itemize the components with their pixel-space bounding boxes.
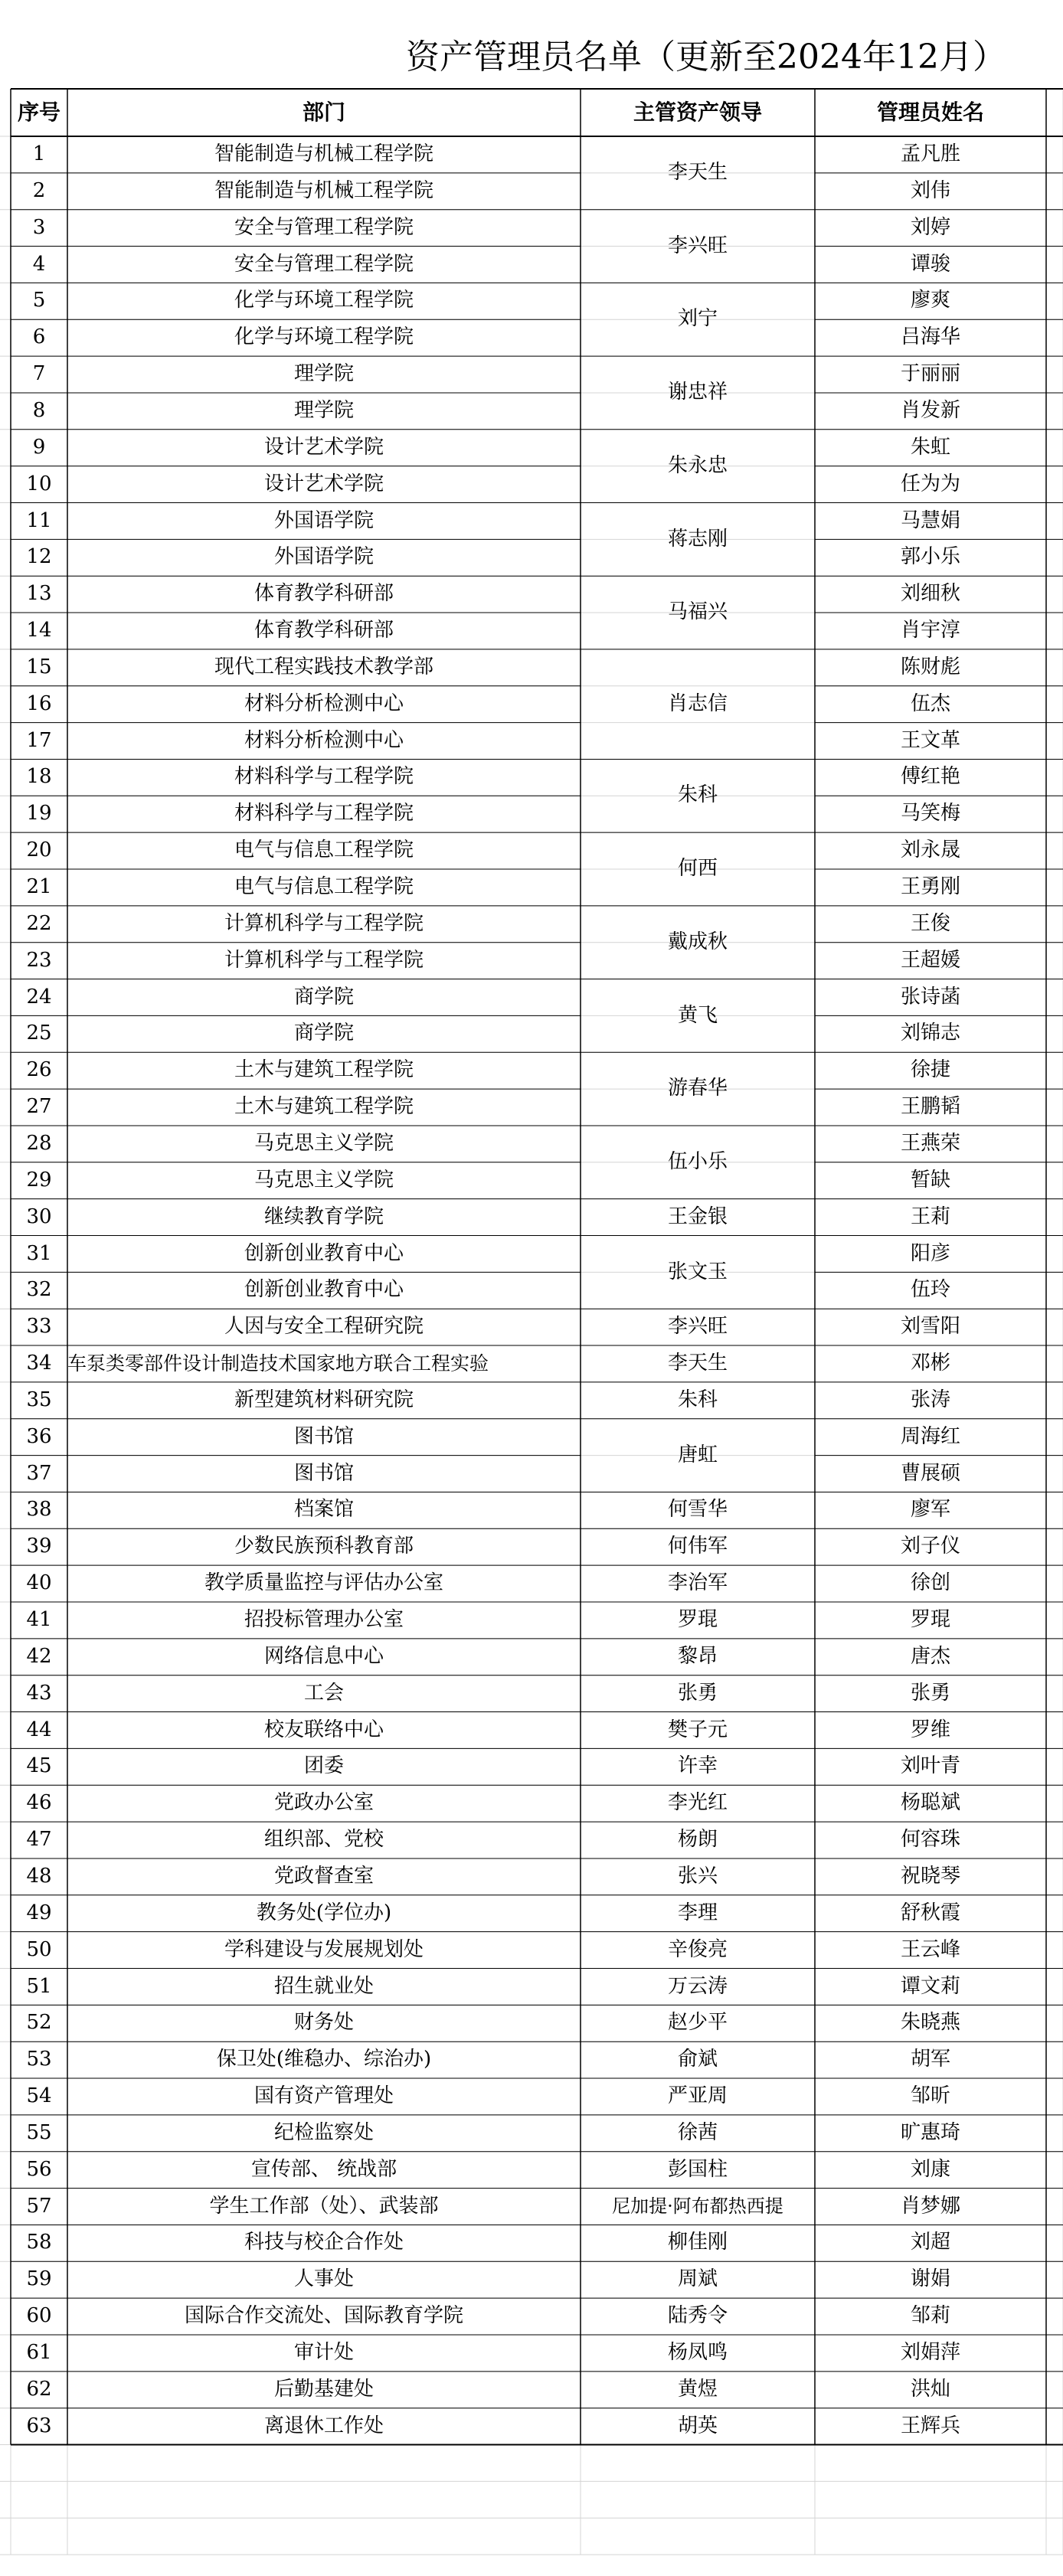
row-number: 46	[26, 1791, 52, 1815]
row-number: 2	[32, 178, 46, 202]
row-number: 57	[26, 2194, 52, 2218]
leader-cell: 许幸	[677, 1754, 718, 1778]
admin-name-cell: 刘婷	[910, 215, 950, 239]
department-cell: 马克思主义学院	[253, 1131, 394, 1155]
department-cell: 体育教学科研部	[253, 619, 394, 642]
leader-cell: 张兴	[677, 1864, 718, 1888]
row-number: 34	[26, 1352, 52, 1375]
leader-cell: 朱科	[677, 783, 718, 807]
leader-cell: 李天生	[667, 1352, 728, 1375]
row-number: 38	[26, 1498, 52, 1522]
department-cell: 教学质量监控与评估办公室	[204, 1571, 443, 1595]
page-title	[0, 23, 1063, 92]
admin-name-cell: 谭文莉	[900, 1974, 960, 1998]
leader-cell: 张文玉	[667, 1260, 728, 1283]
department-cell: 智能制造与机械工程学院	[214, 178, 433, 202]
admin-name-cell: 刘永晟	[900, 839, 960, 862]
leader-cell: 何雪华	[667, 1498, 728, 1522]
leader-cell: 唐虹	[677, 1443, 718, 1466]
admin-name-cell: 肖梦娜	[900, 2194, 960, 2218]
admin-name-cell: 刘超	[910, 2231, 950, 2254]
department-cell: 商学院	[293, 985, 354, 1008]
leader-cell: 何西	[677, 857, 718, 881]
department-cell: 计算机科学与工程学院	[224, 911, 424, 935]
row-number: 60	[26, 2304, 52, 2328]
admin-name-cell: 旷惠琦	[900, 2120, 960, 2144]
department-cell: 审计处	[293, 2341, 354, 2364]
row-number: 21	[26, 875, 52, 898]
admin-name-cell: 王燕荣	[900, 1131, 960, 1155]
department-cell: 学科建设与发展规划处	[224, 1937, 424, 1961]
row-number: 23	[26, 948, 52, 972]
row-number: 45	[26, 1754, 52, 1778]
admin-name-cell: 刘伟	[910, 178, 950, 202]
admin-name-cell: 刘雪阳	[900, 1315, 960, 1339]
admin-name-cell: 刘锦志	[900, 1022, 960, 1045]
admin-name-cell: 邹莉	[910, 2304, 950, 2328]
leader-cell: 伍小乐	[667, 1149, 728, 1173]
admin-name-cell: 张勇	[910, 1681, 950, 1705]
row-number: 39	[26, 1535, 52, 1558]
department-cell: 材料分析检测中心	[244, 728, 404, 752]
admin-name-cell: 于丽丽	[900, 362, 960, 386]
row-number: 62	[26, 2377, 52, 2401]
row-number: 4	[32, 252, 46, 276]
department-cell: 团委	[303, 1754, 344, 1778]
admin-name-cell: 王莉	[910, 1205, 950, 1228]
department-cell: 车泵类零部件设计制造技术国家地方联合工程实验	[67, 1352, 489, 1375]
department-cell: 人事处	[293, 2267, 354, 2291]
admin-name-cell: 王文革	[900, 728, 960, 752]
department-cell: 电气与信息工程学院	[234, 839, 414, 862]
admin-name-cell: 刘子仪	[900, 1535, 960, 1558]
department-cell: 智能制造与机械工程学院	[214, 142, 433, 165]
department-cell: 设计艺术学院	[263, 472, 384, 495]
department-cell: 国际合作交流处、国际教育学院	[184, 2304, 463, 2328]
leader-cell: 杨凤鸣	[667, 2341, 728, 2364]
admin-name-cell: 胡军	[910, 2048, 950, 2071]
department-cell: 校友联络中心	[263, 1718, 384, 1741]
admin-name-cell: 吕海华	[900, 325, 960, 349]
leader-cell: 李治军	[667, 1571, 728, 1595]
header-department: 部门	[302, 100, 345, 125]
admin-name-cell: 张涛	[910, 1388, 950, 1411]
admin-name-cell: 肖宇淳	[900, 619, 960, 642]
department-cell: 继续教育学院	[263, 1205, 384, 1228]
leader-cell: 黄飞	[677, 1003, 718, 1027]
department-cell: 商学院	[293, 1022, 354, 1045]
leader-cell: 徐茜	[677, 2120, 718, 2144]
admin-name-cell: 王鹏韬	[900, 1095, 960, 1119]
row-number: 13	[26, 582, 52, 606]
admin-name-cell: 祝晓琴	[900, 1864, 960, 1888]
row-number: 3	[32, 215, 46, 239]
row-number: 52	[26, 2011, 52, 2035]
row-number: 32	[26, 1278, 52, 1302]
admin-name-cell: 罗维	[910, 1718, 950, 1741]
leader-cell: 肖志信	[667, 691, 728, 715]
department-cell: 化学与环境工程学院	[234, 289, 414, 312]
leader-cell: 戴成秋	[667, 930, 728, 953]
admin-name-cell: 伍玲	[910, 1278, 950, 1302]
department-cell: 招生就业处	[273, 1974, 374, 1998]
row-number: 51	[26, 1974, 52, 1998]
admin-name-cell: 马笑梅	[900, 802, 960, 825]
row-number: 26	[26, 1058, 52, 1082]
leader-cell: 马福兴	[667, 600, 728, 624]
row-number: 61	[26, 2341, 52, 2364]
leader-cell: 李光红	[667, 1791, 728, 1815]
department-cell: 计算机科学与工程学院	[224, 948, 424, 972]
department-cell: 材料分析检测中心	[244, 691, 404, 715]
row-number: 59	[26, 2267, 52, 2291]
admin-name-cell: 刘叶青	[900, 1754, 960, 1778]
admin-name-cell: 谭骏	[910, 252, 950, 276]
department-cell: 安全与管理工程学院	[234, 215, 414, 239]
department-cell: 电气与信息工程学院	[234, 875, 414, 898]
row-number: 6	[32, 325, 46, 349]
admin-name-cell: 伍杰	[910, 691, 950, 715]
leader-cell: 赵少平	[667, 2011, 728, 2035]
row-number: 53	[26, 2048, 52, 2071]
row-number: 58	[26, 2231, 52, 2254]
department-cell: 国有资产管理处	[253, 2084, 394, 2108]
department-cell: 化学与环境工程学院	[234, 325, 414, 349]
row-number: 41	[26, 1608, 52, 1631]
department-cell: 教务处(学位办)	[256, 1901, 392, 1924]
department-cell: 土木与建筑工程学院	[234, 1095, 414, 1119]
leader-cell: 罗琨	[677, 1608, 718, 1631]
row-number: 47	[26, 1828, 52, 1852]
admin-name-cell: 唐杰	[910, 1644, 950, 1668]
header-no: 序号	[17, 100, 61, 125]
department-cell: 新型建筑材料研究院	[234, 1388, 414, 1411]
admin-name-cell: 王云峰	[900, 1937, 960, 1961]
row-number: 54	[26, 2084, 52, 2108]
admin-name-cell: 洪灿	[910, 2377, 950, 2401]
row-number: 43	[26, 1681, 52, 1705]
admin-name-cell: 王勇刚	[900, 875, 960, 898]
admin-name-cell: 杨聪斌	[900, 1791, 960, 1815]
leader-cell: 樊子元	[667, 1718, 728, 1741]
leader-cell: 严亚周	[667, 2084, 728, 2108]
row-number: 1	[32, 142, 46, 165]
row-number: 55	[26, 2120, 52, 2144]
row-number: 24	[26, 985, 52, 1008]
header-leader: 主管资产领导	[633, 100, 762, 125]
admin-name-cell: 邓彬	[910, 1352, 950, 1375]
department-cell: 土木与建筑工程学院	[234, 1058, 414, 1082]
department-cell: 体育教学科研部	[253, 582, 394, 606]
row-number: 29	[26, 1168, 52, 1192]
admin-name-cell: 舒秋霞	[900, 1901, 960, 1924]
row-number: 10	[26, 472, 52, 495]
department-cell: 党政办公室	[273, 1791, 374, 1815]
department-cell: 党政督查室	[273, 1864, 374, 1888]
department-cell: 招投标管理办公室	[244, 1608, 404, 1631]
leader-cell: 王金银	[667, 1205, 728, 1228]
department-cell: 图书馆	[293, 1461, 354, 1485]
row-number: 44	[26, 1718, 52, 1741]
admin-name-cell: 廖军	[910, 1498, 950, 1522]
admin-name-cell: 肖发新	[900, 398, 960, 422]
department-cell: 纪检监察处	[273, 2120, 374, 2144]
admin-name-cell: 孟凡胜	[900, 142, 960, 165]
admin-name-cell: 王俊	[910, 911, 950, 935]
row-number: 8	[32, 398, 46, 422]
admin-name-cell: 邹昕	[910, 2084, 950, 2108]
leader-cell: 蒋志刚	[667, 527, 728, 551]
row-number: 42	[26, 1644, 52, 1668]
row-number: 49	[26, 1901, 52, 1924]
header-admin: 管理员姓名	[876, 100, 984, 125]
leader-cell: 杨朗	[677, 1828, 718, 1852]
admin-name-cell: 傅红艳	[900, 765, 960, 789]
department-cell: 外国语学院	[273, 545, 374, 569]
row-number: 9	[32, 435, 46, 459]
department-cell: 图书馆	[293, 1424, 354, 1448]
admin-name-cell: 王超媛	[900, 948, 960, 972]
department-cell: 人因与安全工程研究院	[224, 1315, 424, 1339]
row-number: 14	[26, 619, 52, 642]
leader-cell: 李理	[677, 1901, 718, 1924]
admin-name-cell: 谢娟	[910, 2267, 950, 2291]
leader-cell: 俞斌	[677, 2048, 718, 2071]
row-number: 15	[26, 655, 52, 678]
leader-cell: 刘宁	[677, 307, 718, 331]
department-cell: 理学院	[293, 362, 354, 386]
admin-name-cell: 陈财彪	[900, 655, 960, 678]
department-cell: 宣传部、 统战部	[250, 2157, 397, 2181]
row-number: 27	[26, 1095, 52, 1119]
department-cell: 现代工程实践技术教学部	[214, 655, 433, 678]
department-cell: 离退休工作处	[263, 2414, 384, 2437]
leader-cell: 柳佳刚	[667, 2231, 728, 2254]
row-number: 36	[26, 1424, 52, 1448]
admin-name-cell: 曹展硕	[900, 1461, 960, 1485]
department-cell: 网络信息中心	[263, 1644, 384, 1668]
row-number: 25	[26, 1022, 52, 1045]
admin-name-cell: 刘细秋	[900, 582, 960, 606]
leader-cell: 朱永忠	[667, 453, 728, 477]
department-cell: 创新创业教育中心	[244, 1278, 404, 1302]
admin-name-cell: 郭小乐	[900, 545, 960, 569]
department-cell: 工会	[303, 1681, 344, 1705]
title-text: 资产管理员名单（更新至2024年12月）	[406, 38, 1006, 77]
admin-name-cell: 暂缺	[910, 1168, 950, 1192]
department-cell: 档案馆	[293, 1498, 354, 1522]
admin-name-cell: 张诗菡	[900, 985, 960, 1008]
leader-cell: 彭国柱	[667, 2157, 728, 2181]
department-cell: 学生工作部（处）、武装部	[209, 2194, 439, 2218]
department-cell: 材料科学与工程学院	[234, 802, 414, 825]
admin-name-cell: 王辉兵	[900, 2414, 960, 2437]
row-number: 7	[32, 362, 46, 386]
admin-name-cell: 朱晓燕	[900, 2011, 960, 2035]
admin-name-cell: 朱虹	[910, 435, 950, 459]
leader-cell: 何伟军	[667, 1535, 728, 1558]
row-number: 35	[26, 1388, 52, 1411]
department-cell: 后勤基建处	[273, 2377, 374, 2401]
department-cell: 组织部、党校	[263, 1828, 384, 1852]
leader-cell: 万云涛	[667, 1974, 728, 1998]
admin-name-cell: 徐创	[910, 1571, 950, 1595]
row-number: 31	[26, 1241, 52, 1265]
row-number: 12	[26, 545, 52, 569]
leader-cell: 游春华	[667, 1077, 728, 1100]
department-cell: 设计艺术学院	[263, 435, 384, 459]
leader-cell: 黎昂	[677, 1644, 718, 1668]
department-cell: 马克思主义学院	[253, 1168, 394, 1192]
row-number: 40	[26, 1571, 52, 1595]
leader-cell: 陆秀令	[667, 2304, 728, 2328]
department-cell: 安全与管理工程学院	[234, 252, 414, 276]
admin-name-cell: 任为为	[900, 472, 960, 495]
row-number: 33	[26, 1315, 52, 1339]
department-cell: 科技与校企合作处	[244, 2231, 404, 2254]
leader-cell: 李天生	[667, 161, 728, 184]
leader-cell: 李兴旺	[667, 1315, 728, 1339]
row-number: 18	[26, 765, 52, 789]
department-cell: 材料科学与工程学院	[234, 765, 414, 789]
leader-cell: 黄煜	[677, 2377, 718, 2401]
admin-name-cell: 刘康	[910, 2157, 950, 2181]
department-cell: 财务处	[293, 2011, 354, 2035]
row-number: 28	[26, 1131, 52, 1155]
leader-cell: 尼加提·阿布都热西提	[612, 2195, 783, 2217]
row-number: 16	[26, 691, 52, 715]
row-number: 63	[26, 2414, 52, 2437]
row-number: 30	[26, 1205, 52, 1228]
leader-cell: 李兴旺	[667, 234, 728, 257]
admin-name-cell: 廖爽	[910, 289, 950, 312]
admin-name-cell: 周海红	[900, 1424, 960, 1448]
department-cell: 外国语学院	[273, 508, 374, 532]
row-number: 19	[26, 802, 52, 825]
department-cell: 创新创业教育中心	[244, 1241, 404, 1265]
row-number: 20	[26, 839, 52, 862]
row-number: 56	[26, 2157, 52, 2181]
admin-name-cell: 马慧娟	[900, 508, 960, 532]
row-number: 37	[26, 1461, 52, 1485]
row-number: 17	[26, 728, 52, 752]
leader-cell: 辛俊亮	[667, 1937, 728, 1961]
leader-cell: 谢忠祥	[667, 381, 728, 404]
admin-name-cell: 徐捷	[910, 1058, 950, 1082]
leader-cell: 张勇	[677, 1681, 718, 1705]
leader-cell: 周斌	[677, 2267, 718, 2291]
row-number: 5	[32, 289, 46, 312]
department-cell: 理学院	[293, 398, 354, 422]
leader-cell: 朱科	[677, 1388, 718, 1411]
admin-name-cell: 罗琨	[910, 1608, 950, 1631]
row-number: 22	[26, 911, 52, 935]
leader-cell: 胡英	[677, 2414, 718, 2437]
admin-name-cell: 阳彦	[910, 1241, 950, 1265]
row-number: 11	[26, 508, 52, 532]
admin-name-cell: 刘娟萍	[900, 2341, 960, 2364]
row-number: 48	[26, 1864, 52, 1888]
department-cell: 少数民族预科教育部	[234, 1535, 414, 1558]
admin-name-cell: 何容珠	[900, 1828, 960, 1852]
department-cell: 保卫处(维稳办、综治办)	[216, 2048, 432, 2071]
row-number: 50	[26, 1937, 52, 1961]
